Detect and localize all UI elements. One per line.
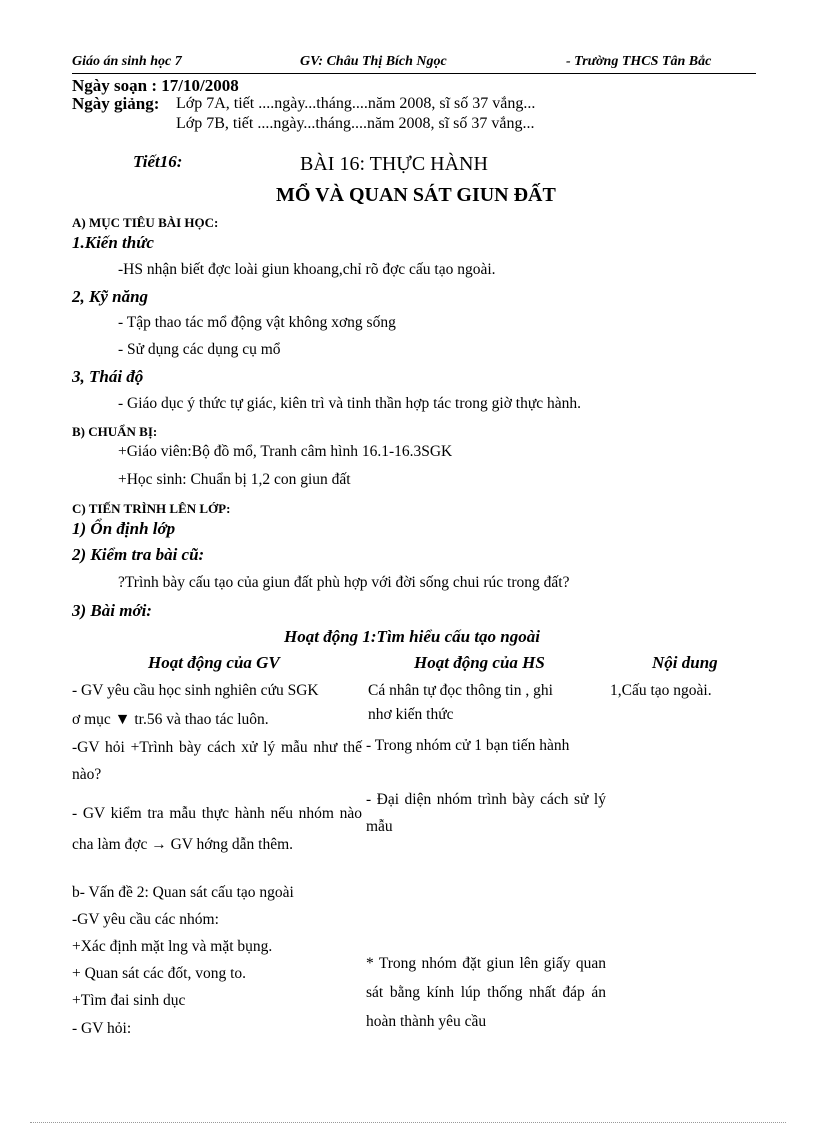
col-header-gv: Hoạt động của GV bbox=[148, 653, 280, 672]
knowledge-text: -HS nhận biết đợc loài giun khoang,chỉ rõ đợc cấu tạo ngoài. bbox=[118, 261, 496, 278]
header-subject: Giáo án sinh học 7 bbox=[72, 54, 182, 69]
skills-text-1: - Tập thao tác mổ động vật không xơng sống bbox=[118, 314, 396, 331]
hs-step-4: * Trong nhóm đặt giun lên giấy quan sát bằng kính lúp thống nhất đáp án hoàn thành yêu cầu bbox=[366, 955, 606, 1030]
prep-value: : 17/10/2008 bbox=[151, 76, 239, 95]
gv-step-6: +Xác định mặt lng và mặt bụng. bbox=[72, 938, 273, 955]
gv-step-5: -GV yêu cầu các nhóm: bbox=[72, 911, 219, 928]
attitude-heading: 3, Thái độ bbox=[72, 367, 144, 386]
skills-text-2: - Sử dụng các dụng cụ mổ bbox=[118, 341, 281, 358]
prep-teacher: +Giáo viên:Bộ đồ mổ, Tranh câm hình 16.1-16.3SGK bbox=[118, 443, 453, 460]
hs-step-1b: nhơ kiến thức bbox=[368, 706, 454, 723]
step-3: 3) Bài mới: bbox=[72, 601, 152, 620]
gv-step-8: +Tìm đai sinh dục bbox=[72, 992, 186, 1009]
header-teacher: GV: Châu Thị Bích Ngọc bbox=[300, 54, 447, 69]
teach-line-7b: Lớp 7B, tiết ....ngày...tháng....năm 2008, sĩ số 37 vắng... bbox=[176, 115, 535, 132]
prep-student: +Học sinh: Chuẩn bị 1,2 con giun đất bbox=[118, 471, 351, 488]
lesson-period: Tiết16: bbox=[133, 152, 183, 171]
gv-step-1b bbox=[72, 711, 269, 729]
content-1: 1,Cấu tạo ngoài. bbox=[610, 682, 712, 699]
section-a-heading: A) MỤC TIÊU BÀI HỌC: bbox=[72, 215, 219, 230]
skills-heading: 2, Kỹ năng bbox=[72, 287, 149, 306]
review-question: ?Trình bày cấu tạo của giun đất phù hợp với đời sống chui rúc trong đất? bbox=[118, 574, 570, 591]
header-school: - Trường THCS Tân Bắc bbox=[566, 54, 712, 69]
gv-step-3: - GV kiểm tra mẫu thực hành nếu nhóm nào cha làm đợc → GV hớng dẫn thêm. bbox=[72, 805, 362, 853]
col-header-hs: Hoạt động của HS bbox=[414, 653, 545, 672]
col-header-content: Nội dung bbox=[652, 653, 718, 672]
hs-step-3: - Đại diện nhóm trình bày cách sử lý mẫu bbox=[366, 791, 606, 835]
gv-step-7: + Quan sát các đốt, vong to. bbox=[72, 965, 247, 982]
step-2: 2) Kiểm tra bài cũ: bbox=[72, 545, 205, 564]
prep-label: Ngày soạn bbox=[72, 76, 148, 95]
attitude-text: - Giáo dục ý thức tự giác, kiên trì và tinh thần hợp tác trong giờ thực hành. bbox=[118, 395, 581, 412]
section-b-heading: B) CHUẨN BỊ: bbox=[72, 424, 158, 439]
section-c-heading: C) TIẾN TRÌNH LÊN LỚP: bbox=[72, 501, 231, 516]
gv-step-1a: - GV yêu cầu học sinh nghiên cứu SGK bbox=[72, 682, 319, 699]
teach-line-7a: Lớp 7A, tiết ....ngày...tháng....năm 2008, sĩ số 37 vắng... bbox=[176, 95, 536, 112]
gv-step-4: b- Vấn đề 2: Quan sát cấu tạo ngoài bbox=[72, 884, 294, 901]
teach-label: Ngày giảng: bbox=[72, 94, 160, 113]
step-1: 1) Ổn định lớp bbox=[72, 519, 176, 538]
gv-step-1b-text: tr.56 và thao tác luôn. bbox=[134, 711, 269, 728]
hs-step-1a: Cá nhân tự đọc thông tin , ghi bbox=[368, 682, 553, 699]
lesson-title-2: MỔ VÀ QUAN SÁT GIUN ĐẤT bbox=[276, 184, 556, 206]
triangle-down-icon: ▼ bbox=[114, 711, 131, 728]
gv-step-9: - GV hỏi: bbox=[72, 1020, 132, 1037]
prep-date bbox=[72, 76, 239, 96]
knowledge-heading: 1.Kiến thức bbox=[72, 233, 154, 252]
header-divider bbox=[72, 73, 756, 74]
gv-step-1b-label: ơ mục bbox=[72, 711, 111, 728]
hs-step-2: - Trong nhóm cử 1 bạn tiến hành bbox=[366, 737, 570, 754]
activity-title: Hoạt động 1:Tìm hiểu cấu tạo ngoài bbox=[284, 627, 540, 646]
lesson-title-1: BÀI 16: THỰC HÀNH bbox=[300, 153, 488, 175]
gv-step-2: -GV hỏi +Trình bày cách xử lý mẫu như thế nào? bbox=[72, 739, 362, 783]
